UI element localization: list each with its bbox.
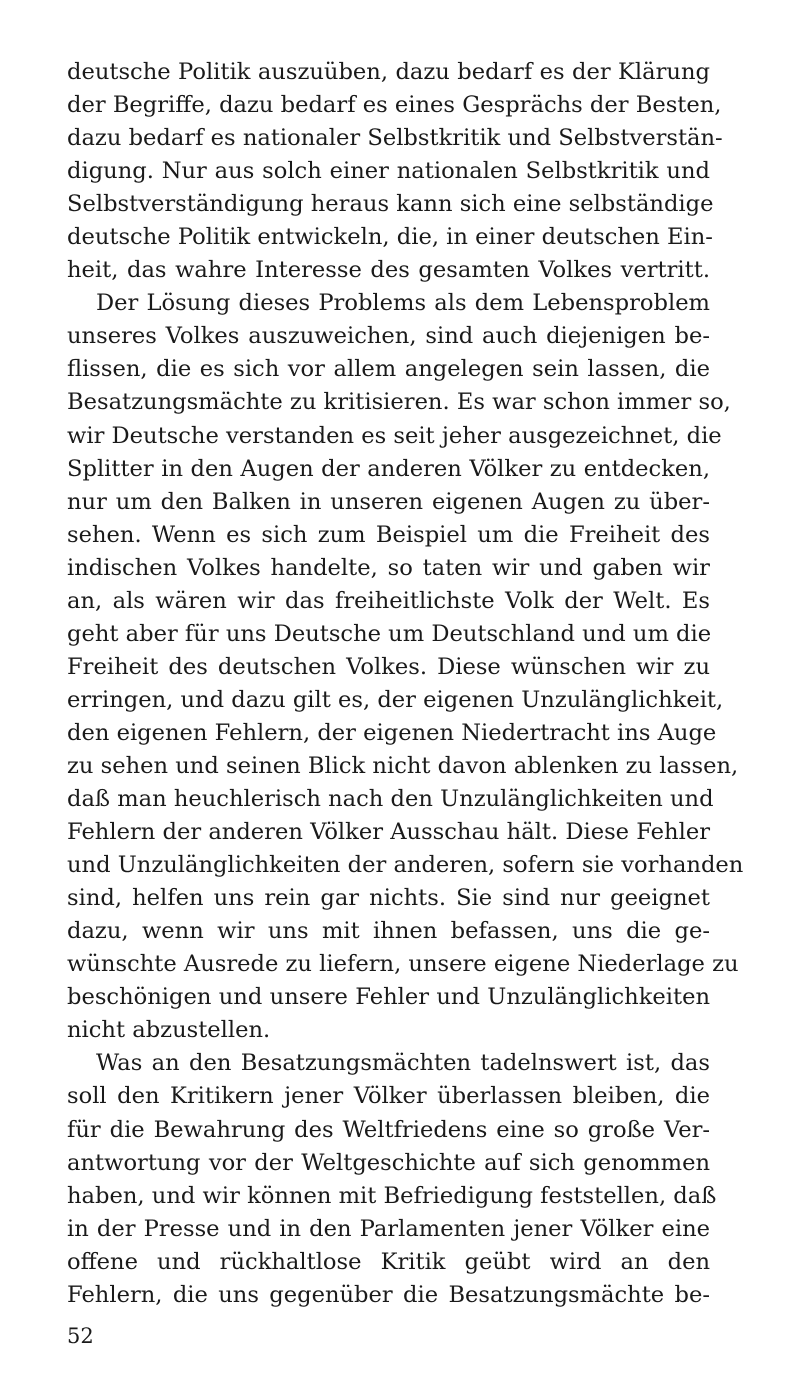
text-line: Fehlern, die uns gegenüber die Besatzungsmächte be- bbox=[67, 1281, 710, 1308]
text-line: und Unzulänglichkeiten der anderen, sofern sie vorhanden bbox=[67, 852, 744, 879]
text-line: nicht abzustellen. bbox=[67, 1017, 271, 1044]
text-line: Selbstverständigung heraus kann sich eine selbständige bbox=[67, 191, 714, 218]
paragraph bbox=[67, 287, 744, 1047]
text-line: geht aber für uns Deutsche um Deutschland und um die bbox=[67, 620, 712, 647]
text-line: indischen Volkes handelte, so taten wir und gaben wir bbox=[67, 554, 710, 581]
text-line: digung. Nur aus solch einer nationalen Selbstkritik und bbox=[67, 158, 710, 185]
text-line: erringen, und dazu gilt es, der eigenen Unzulänglichkeit, bbox=[67, 686, 724, 713]
text-line: antwortung vor der Weltgeschichte auf sich genommen bbox=[67, 1149, 710, 1176]
text-line: Splitter in den Augen der anderen Völker zu entdecken, bbox=[67, 455, 710, 482]
paragraph bbox=[67, 56, 723, 287]
text-line: dazu, wenn wir uns mit ihnen befassen, uns die ge- bbox=[67, 918, 710, 945]
text-line: in der Presse und in den Parlamenten jener Völker eine bbox=[67, 1215, 710, 1242]
text-line: Fehlern der anderen Völker Ausschau hält. Diese Fehler bbox=[67, 819, 710, 846]
text-line: wir Deutsche verstanden es seit jeher ausgezeichnet, die bbox=[67, 422, 722, 449]
text-line: für die Bewahrung des Weltfriedens eine so große Ver- bbox=[67, 1116, 710, 1143]
text-line: Der Lösung dieses Problems als dem Lebensproblem bbox=[96, 290, 710, 317]
text-line: nur um den Balken in unseren eigenen Augen zu über- bbox=[67, 488, 710, 515]
text-line: deutsche Politik entwickeln, die, in einer deutschen Ein- bbox=[67, 224, 713, 251]
text-line: unseres Volkes auszuweichen, sind auch diejenigen be- bbox=[67, 323, 710, 350]
text-line: der Begriffe, dazu bedarf es eines Gesprächs der Besten, bbox=[67, 92, 722, 119]
text-line: heit, das wahre Interesse des gesamten Volkes vertritt. bbox=[67, 257, 710, 284]
text-line: Freiheit des deutschen Volkes. Diese wünschen wir zu bbox=[67, 653, 710, 680]
text-line: an, als wären wir das freiheitlichste Volk der Welt. Es bbox=[67, 587, 710, 614]
text-line: flissen, die es sich vor allem angelegen sein lassen, die bbox=[67, 356, 710, 383]
text-line: sind, helfen uns rein gar nichts. Sie sind nur geeignet bbox=[67, 885, 710, 912]
text-line: haben, und wir können mit Befriedigung feststellen, daß bbox=[67, 1182, 717, 1209]
page-number: 52 bbox=[67, 1324, 94, 1348]
text-line: zu sehen und seinen Blick nicht davon ablenken zu lassen, bbox=[67, 752, 739, 779]
text-line: offene und rückhaltlose Kritik geübt wird an den bbox=[67, 1248, 710, 1275]
text-line: dazu bedarf es nationaler Selbstkritik und Selbstverstän- bbox=[67, 125, 723, 152]
text-line: den eigenen Fehlern, der eigenen Niedertracht ins Auge bbox=[67, 719, 717, 746]
text-line: daß man heuchlerisch nach den Unzulänglichkeiten und bbox=[67, 786, 714, 813]
text-line: soll den Kritikern jener Völker überlassen bleiben, die bbox=[67, 1083, 710, 1110]
text-line: beschönigen und unsere Fehler und Unzulänglichkeiten bbox=[67, 984, 710, 1011]
body-text bbox=[67, 56, 744, 1312]
paragraph bbox=[67, 1047, 717, 1311]
text-line: Besatzungsmächte zu kritisieren. Es war schon immer so, bbox=[67, 389, 731, 416]
text-line: wünschte Ausrede zu liefern, unsere eigene Niederlage zu bbox=[67, 951, 739, 978]
text-line: sehen. Wenn es sich zum Beispiel um die Freiheit des bbox=[67, 521, 710, 548]
text-line: Was an den Besatzungsmächten tadelnswert ist, das bbox=[96, 1050, 710, 1077]
document-page bbox=[67, 56, 744, 1312]
text-line: deutsche Politik auszuüben, dazu bedarf es der Klärung bbox=[67, 59, 710, 85]
